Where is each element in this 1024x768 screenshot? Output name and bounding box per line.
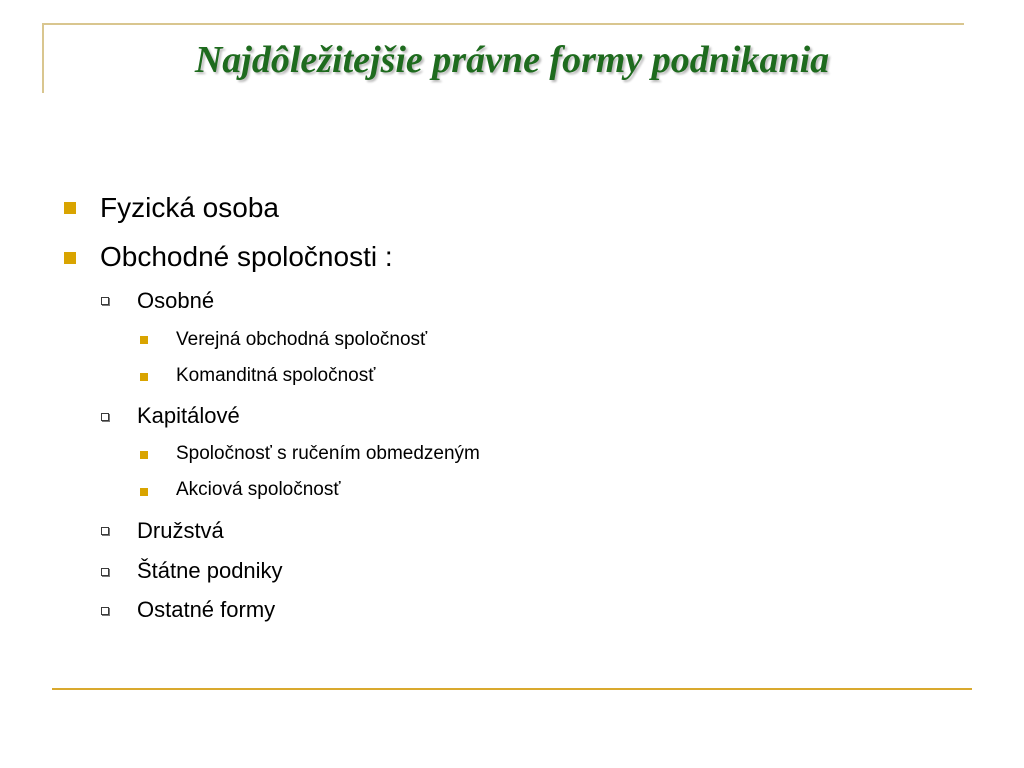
bullet-item-statne-podniky: Štátne podniky bbox=[137, 558, 283, 583]
square-bullet-icon bbox=[140, 488, 148, 496]
bullet-item-akciova-spolocnost: Akciová spoločnosť bbox=[176, 479, 341, 500]
square-bullet-icon bbox=[140, 373, 148, 381]
bullet-item-osobne: Osobné bbox=[137, 288, 215, 313]
bullet-item-kapitalove: Kapitálové bbox=[137, 403, 240, 428]
bullet-item-verejna-obchodna-spolocnost: Verejná obchodná spoločnosť bbox=[176, 329, 428, 350]
bullet-item-fyzicka-osoba: Fyzická osoba bbox=[100, 192, 279, 223]
footer-rule bbox=[52, 688, 972, 690]
square-bullet-icon bbox=[140, 451, 148, 459]
hollow-square-bullet-icon bbox=[101, 297, 109, 305]
slide-title: Najdôležitejšie právne formy podnikania bbox=[194, 39, 830, 81]
bullet-item-druzstva: Družstvá bbox=[137, 518, 224, 543]
square-bullet-icon bbox=[64, 202, 76, 214]
hollow-square-bullet-icon bbox=[101, 527, 109, 535]
square-bullet-icon bbox=[64, 252, 76, 264]
hollow-square-bullet-icon bbox=[101, 568, 109, 576]
bullet-item-ostatne-formy: Ostatné formy bbox=[137, 597, 276, 622]
hollow-square-bullet-icon bbox=[101, 607, 109, 615]
bullet-item-obchodne-spolocnosti: Obchodné spoločnosti : bbox=[100, 241, 393, 272]
hollow-square-bullet-icon bbox=[101, 413, 109, 421]
bullet-item-komanditna-spolocnost: Komanditná spoločnosť bbox=[176, 365, 376, 386]
bullet-item-spolocnost-s-rucenim-obmedzenym: Spoločnosť s ručením obmedzeným bbox=[176, 443, 480, 464]
square-bullet-icon bbox=[140, 336, 148, 344]
